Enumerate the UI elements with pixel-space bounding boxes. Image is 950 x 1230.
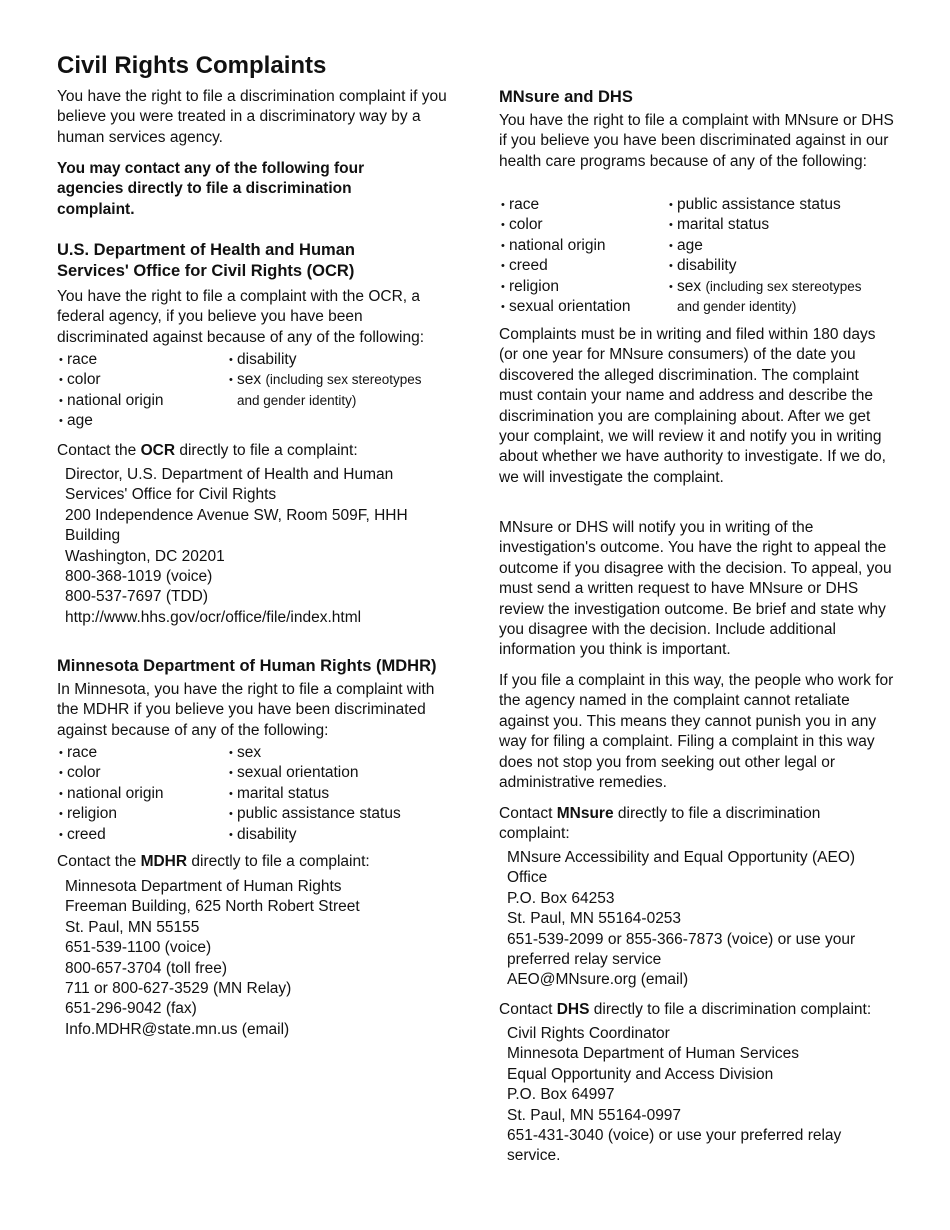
list-item <box>667 277 887 318</box>
ocr-list-left <box>57 350 227 432</box>
dhs-contact-line: Contact DHS directly to file a discrimination complaint: <box>499 1001 872 1018</box>
list-item: • national origin <box>57 391 227 411</box>
address-line: 651-296-9042 (fax) <box>65 1000 197 1018</box>
mnsure-text: You have the right to file a complaint with MNsure or DHS if you believe you have been discriminated against in our health care programs because of any of the following: <box>499 112 894 170</box>
address-line: St. Paul, MN 55164-0253 <box>507 910 682 928</box>
intro-bold-text: You may contact any of the following four agencies directly to file a discrimination complaint. <box>57 160 365 218</box>
mdhr-list <box>57 743 462 845</box>
address-line: Freeman Building, 625 North Robert Street <box>65 898 360 916</box>
address-line: 651-539-2099 or 855-366-7873 (voice) or use your preferred relay service <box>507 930 856 969</box>
address-line: 200 Independence Avenue SW, Room 509F, HHH Building <box>65 506 408 545</box>
address-line: Minnesota Department of Human Services <box>507 1045 800 1063</box>
mdhr-contact-line: Contact the MDHR directly to file a complaint: <box>57 853 370 870</box>
list-item: • national origin <box>499 236 667 256</box>
address-line: 800-537-7697 (TDD) <box>65 588 209 606</box>
mnsure-list-right <box>667 195 887 317</box>
ocr-address <box>57 465 435 628</box>
list-item: • age <box>667 236 887 256</box>
page-title: Civil Rights Complaints <box>57 52 327 79</box>
ocr-list-right <box>227 350 427 432</box>
address-line: St. Paul, MN 55164-0997 <box>507 1106 682 1124</box>
mdhr-address <box>57 877 445 1040</box>
mdhr-list-right <box>227 743 447 845</box>
mnsure-address <box>499 848 879 991</box>
mnsure-list <box>499 195 899 317</box>
sex-item-lead: sex <box>677 277 702 295</box>
list-item: • color <box>57 370 227 390</box>
mnsure-email-link[interactable]: AEO@MNsure.org (email) <box>507 971 689 989</box>
ocr-contact-line: Contact the OCR directly to file a complaint: <box>57 442 358 459</box>
list-item: • age <box>57 411 227 431</box>
list-item: • color <box>57 763 227 783</box>
list-item: • public assistance status <box>667 195 887 215</box>
mdhr-text: In Minnesota, you have the right to file a complaint with the MDHR if you believe you have been discriminated against because of any of the following: <box>57 681 435 739</box>
list-item: • sexual orientation <box>499 297 667 317</box>
address-line: Washington, DC 20201 <box>65 547 225 565</box>
list-item <box>227 370 427 411</box>
list-item: • color <box>499 215 667 235</box>
list-item: • religion <box>57 804 227 824</box>
list-item: • public assistance status <box>227 804 447 824</box>
list-item: • marital status <box>667 215 887 235</box>
ocr-heading: U.S. Department of Health and Human Services' Office for Civil Rights (OCR) <box>57 241 355 280</box>
address-line: Minnesota Department of Human Rights <box>65 878 342 895</box>
mdhr-list-left <box>57 743 227 845</box>
address-line: 651-431-3040 (voice) or use your preferred relay service. <box>507 1127 842 1165</box>
list-item: • national origin <box>57 784 227 804</box>
address-line: Director, U.S. Department of Health and Human Services' Office for Civil Rights <box>65 466 394 504</box>
list-item: • disability <box>227 350 427 370</box>
address-line: 800-657-3704 (toll free) <box>65 959 227 977</box>
list-item: • sex <box>227 743 447 763</box>
list-item: • disability <box>667 256 887 276</box>
address-line: P.O. Box 64253 <box>507 889 615 907</box>
mnsure-list-left <box>499 195 667 317</box>
ocr-website-link[interactable]: http://www.hhs.gov/ocr/office/file/index.html <box>65 608 362 626</box>
list-item: • creed <box>499 256 667 276</box>
address-line: 651-539-1100 (voice) <box>65 939 212 957</box>
ocr-text: You have the right to file a complaint with the OCR, a federal agency, if you believe you have been discriminated against because of any of the following: <box>57 288 425 346</box>
list-item: • disability <box>227 825 447 845</box>
list-item: • race <box>499 195 667 215</box>
mnsure-para-3: If you file a complaint in this way, the people who work for the agency named in the complaint cannot retaliate against you. This means they cannot punish you in any way for filing a complaint. Filing a complaint in this way does not stop you from seeking out other legal or administrative remedies. <box>499 672 894 792</box>
address-line: Equal Opportunity and Access Division <box>507 1065 774 1083</box>
sex-item-lead: sex <box>237 371 262 389</box>
list-item: • creed <box>57 825 227 845</box>
intro-text: You have the right to file a discrimination complaint if you believe you were treated in a discriminatory way by a human services agency. <box>57 88 447 146</box>
mnsure-para-1: Complaints must be in writing and filed within 180 days (or one year for MNsure consumers) of the date you discovered the alleged discrimination. The complaint must contain your name and address and describe the discrimination you are complaining about. After we get your complaint, we will review it and notify you in writing about whether we have authority to investigate. If we do, we will investigate the complaint. <box>499 326 886 486</box>
address-line: St. Paul, MN 55155 <box>65 918 200 936</box>
list-item: • race <box>57 350 227 370</box>
list-item: • sexual orientation <box>227 763 447 783</box>
address-line: Civil Rights Coordinator <box>507 1025 670 1042</box>
mnsure-para-2: MNsure or DHS will notify you in writing of the investigation's outcome. You have the right to appeal the outcome if you disagree with the decision. To appeal, you must send a written request to have MNsure or DHS review the investigation outcome. Be brief and state why you disagree with the decision. Include additional information you think is important. <box>499 519 892 659</box>
address-line: P.O. Box 64997 <box>507 1086 615 1104</box>
address-line: 711 or 800-627-3529 (MN Relay) <box>65 980 292 998</box>
mdhr-email-link[interactable]: Info.MDHR@state.mn.us (email) <box>65 1020 290 1038</box>
mnsure-contact-line: Contact MNsure directly to file a discrimination complaint: <box>499 805 821 843</box>
ocr-list <box>57 350 462 432</box>
list-item: • religion <box>499 277 667 297</box>
sex-item-note: (including sex stereotypes and gender identity) <box>677 278 862 315</box>
list-item: • marital status <box>227 784 447 804</box>
mdhr-heading: Minnesota Department of Human Rights (MDHR) <box>57 657 437 675</box>
sex-item-note: (including sex stereotypes and gender identity) <box>237 372 422 408</box>
address-line: MNsure Accessibility and Equal Opportunity (AEO) Office <box>507 849 856 887</box>
dhs-address <box>499 1024 877 1167</box>
address-line: 800-368-1019 (voice) <box>65 568 213 586</box>
mnsure-heading: MNsure and DHS <box>499 88 633 106</box>
list-item: • race <box>57 743 227 763</box>
